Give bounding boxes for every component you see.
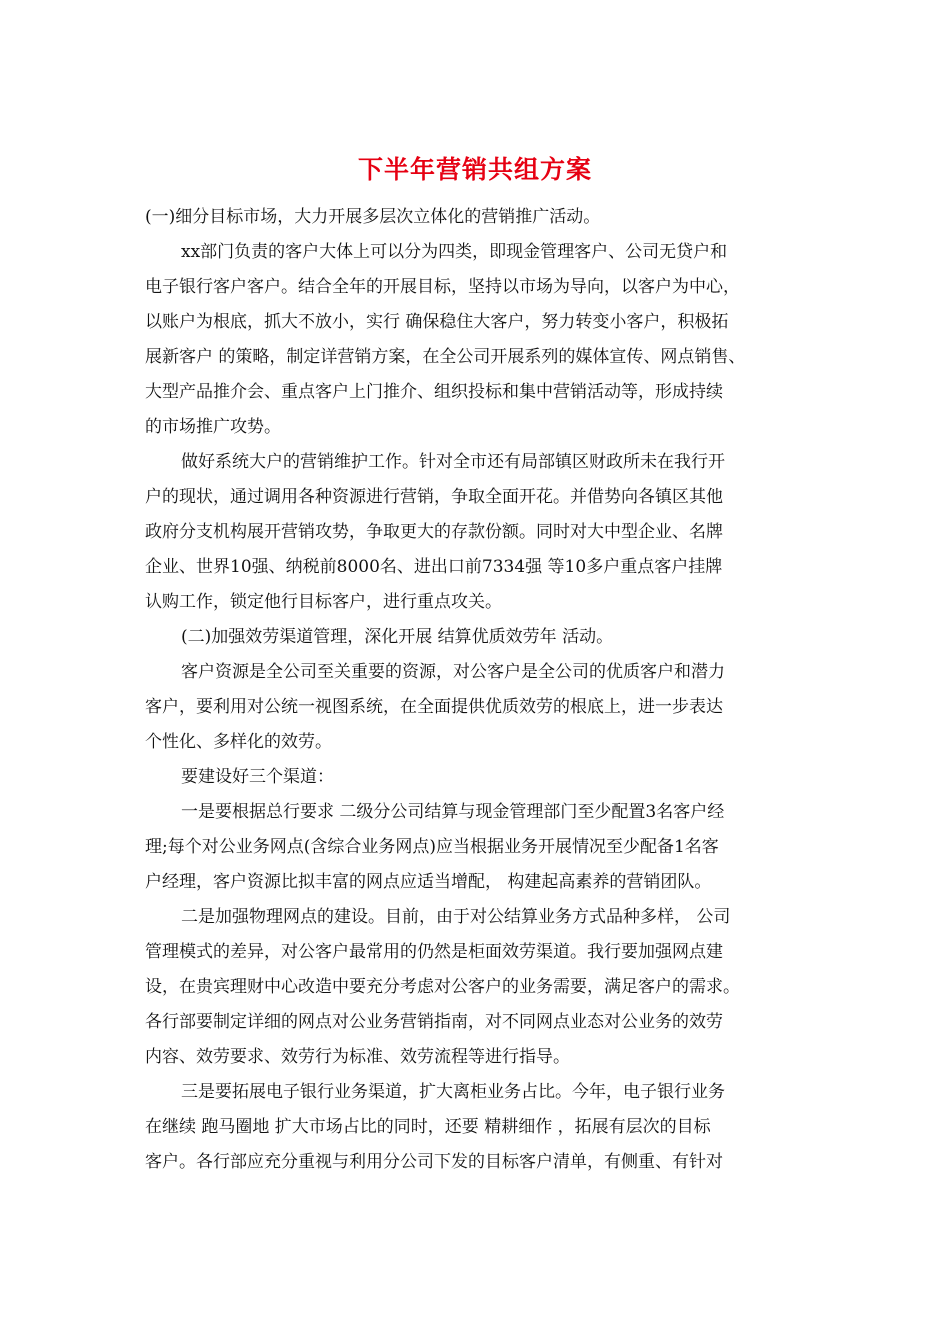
text-line: 以账户为根底，抓大不放小，实行 确保稳住大客户，努力转变小客户，积极拓 xyxy=(145,312,729,332)
text-line: 设，在贵宾理财中心改造中要充分考虑对公客户的业务需要，满足客户的需求。 xyxy=(145,977,740,997)
text-line: 大型产品推介会、重点客户上门推介、组织投标和集中营销活动等，形成持续 xyxy=(145,382,723,402)
text-line: 个性化、多样化的效劳。 xyxy=(145,732,332,752)
text-line: 政府分支机构展开营销攻势，争取更大的存款份额。同时对大中型企业、名牌 xyxy=(145,522,723,542)
text-line: 各行部要制定详细的网点对公业务营销指南，对不同网点业态对公业务的效劳 xyxy=(145,1012,723,1032)
text-line: 要建设好三个渠道： xyxy=(181,767,334,787)
text-line: 企业、世界10强、纳税前8000名、进出口前7334强 等10多户重点客户挂牌 xyxy=(145,557,723,577)
document-body xyxy=(145,200,815,1180)
text-line: 三是要拓展电子银行业务渠道，扩大离柜业务占比。今年，电子银行业务 xyxy=(181,1082,725,1102)
text-line: 认购工作，锁定他行目标客户，进行重点攻关。 xyxy=(145,592,502,612)
text-line: 客户，要利用对公统一视图系统，在全面提供优质效劳的根底上，进一步表达 xyxy=(145,697,723,717)
text-line: 电子银行客户客户。结合全年的开展目标，坚持以市场为导向，以客户为中心， xyxy=(145,277,740,297)
text-line: 客户。各行部应充分重视与利用分公司下发的目标客户清单，有侧重、有针对 xyxy=(145,1152,723,1172)
text-line: 二是加强物理网点的建设。目前，由于对公结算业务方式品种多样， 公司 xyxy=(181,907,731,927)
text-line: 在继续 跑马圈地 扩大市场占比的同时，还要 精耕细作 ，拓展有层次的目标 xyxy=(145,1117,711,1137)
text-line: xx部门负责的客户大体上可以分为四类，即现金管理客户、公司无贷户和 xyxy=(181,242,728,262)
text-line: 做好系统大户的营销维护工作。针对全市还有局部镇区财政所未在我行开 xyxy=(181,452,725,472)
text-line: 一是要根据总行要求 二级分公司结算与现金管理部门至少配置3名客户经 xyxy=(181,802,725,822)
text-line: 的市场推广攻势。 xyxy=(145,417,281,437)
text-line: (一)细分目标市场，大力开展多层次立体化的营销推广活动。 xyxy=(145,207,601,227)
text-line: 管理模式的差异，对公客户最常用的仍然是柜面效劳渠道。我行要加强网点建 xyxy=(145,942,723,962)
text-line: 户经理，客户资源比拟丰富的网点应适当增配， 构建起高素养的营销团队。 xyxy=(145,872,712,892)
text-line: 户的现状，通过调用各种资源进行营销，争取全面开花。并借势向各镇区其他 xyxy=(145,487,723,507)
text-line: 客户资源是全公司至关重要的资源，对公客户是全公司的优质客户和潜力 xyxy=(181,662,725,682)
text-line: 理;每个对公业务网点(含综合业务网点)应当根据业务开展情况至少配备1名客 xyxy=(145,837,719,857)
text-line: (二)加强效劳渠道管理，深化开展 结算优质效劳年 活动。 xyxy=(181,627,614,647)
document-title: 下半年营销共组方案 xyxy=(357,155,592,184)
text-line: 展新客户 的策略，制定详营销方案，在全公司开展系列的媒体宣传、网点销售、 xyxy=(145,347,746,367)
text-line: 内容、效劳要求、效劳行为标准、效劳流程等进行指导。 xyxy=(145,1047,570,1067)
